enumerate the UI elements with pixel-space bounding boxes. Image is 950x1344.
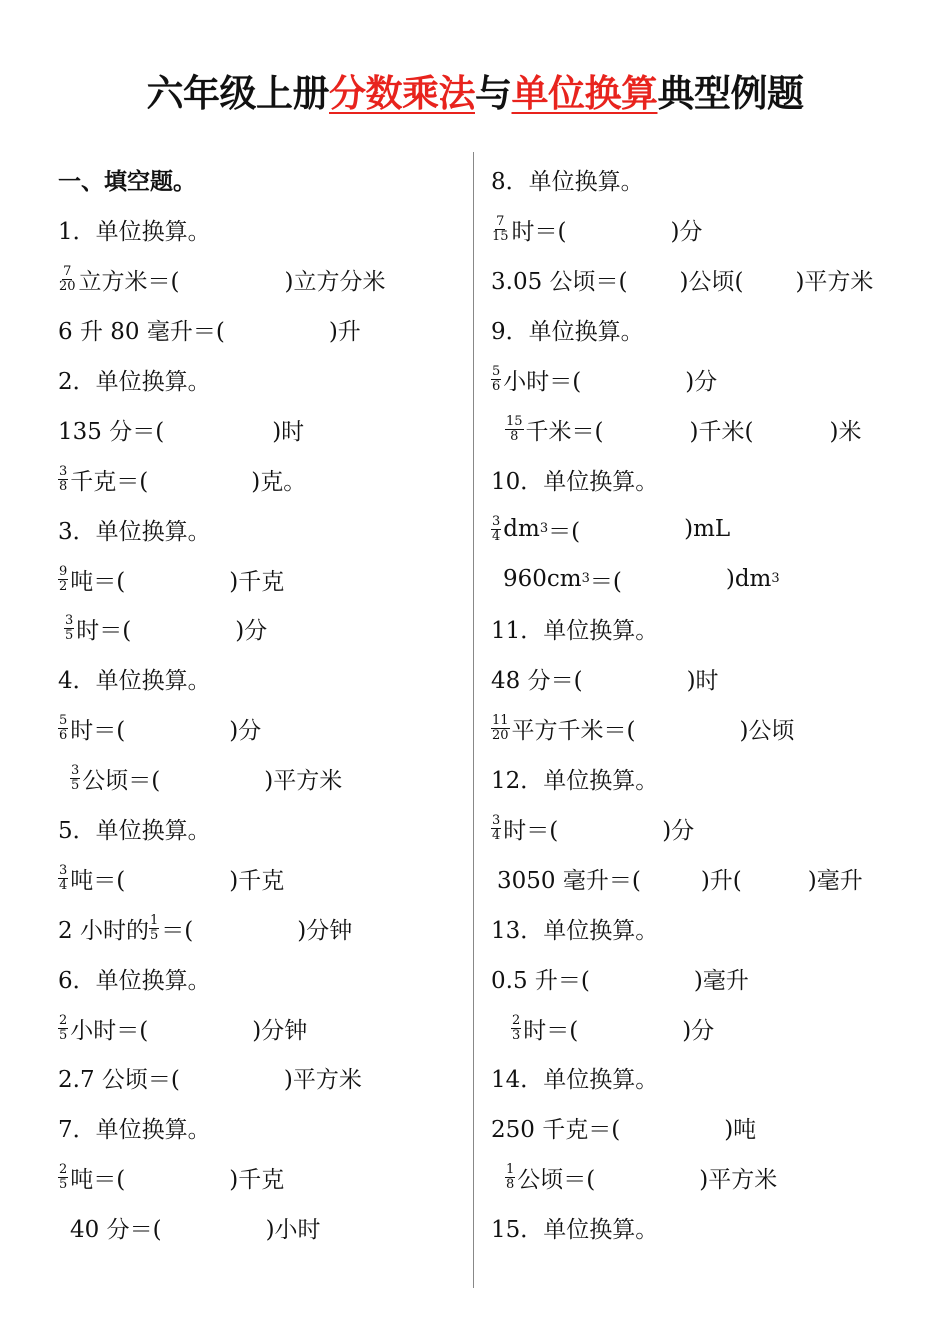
question-heading: 15．单位换算。 — [491, 1217, 659, 1244]
fraction: $\frac{3}{5}$ — [71, 763, 80, 794]
question-heading: 13．单位换算。 — [491, 917, 659, 944]
exercise-line: $\frac{7}{20}$ 立方米＝( )立方分米 — [59, 264, 386, 296]
fraction: $\frac{5}{6}$ — [59, 713, 68, 744]
question-heading: 9．单位换算。 — [491, 319, 644, 346]
title-highlight-fraction-multiplication: 分数乘法 — [329, 72, 475, 115]
exercise-line: $\frac{1}{8}$ 公顷＝( )平方米 — [506, 1162, 778, 1194]
exercise-line: 6 升 80 毫升＝( )升 — [58, 319, 361, 346]
exercise-line: $\frac{2}{5}$ 吨＝( )千克 — [59, 1162, 285, 1194]
question-heading: 8．单位换算。 — [491, 169, 644, 196]
exercise-line: $\frac{3}{4}$ 吨＝( )千克 — [59, 862, 285, 894]
fraction: $\frac{2}{3}$ — [512, 1012, 521, 1043]
question-heading: 10．单位换算。 — [491, 468, 659, 495]
exercise-line: $\frac{3}{5}$ 时＝( )分 — [65, 613, 268, 645]
exercise-line: $\frac{3}{5}$ 公顷＝( )平方米 — [71, 763, 343, 795]
title-part1: 六年级上册 — [146, 72, 329, 115]
exercise-line: 3.05 公顷＝( )公顷( )平方米 — [491, 269, 874, 296]
fraction: $\frac{3}{4}$ — [492, 813, 501, 844]
question-heading: 12．单位换算。 — [491, 768, 659, 795]
question-heading: 6．单位换算。 — [58, 967, 211, 994]
fraction: $\frac{3}{4}$ — [59, 862, 68, 893]
question-heading: 5．单位换算。 — [58, 818, 211, 845]
fraction: $\frac{2}{5}$ — [59, 1162, 68, 1193]
fraction: $\frac{3}{4}$ — [492, 513, 501, 544]
fraction: $\frac{11}{20}$ — [492, 713, 509, 744]
exercise-line: $\frac{2}{3}$ 时＝( )分 — [512, 1012, 715, 1044]
exercise-line: 40 分＝( )小时 — [70, 1217, 321, 1244]
question-heading: 11．单位换算。 — [491, 618, 659, 645]
fraction: $\frac{1}{8}$ — [506, 1162, 515, 1193]
title-part3: 典型例题 — [657, 72, 804, 115]
exercise-line: $\frac{15}{8}$ 千米＝( )千米( )米 — [506, 413, 862, 445]
fraction: $\frac{1}{5}$ — [149, 912, 159, 943]
page-title — [0, 62, 950, 126]
exercise-line: 3050 毫升＝( )升( )毫升 — [497, 867, 863, 894]
fraction: $\frac{7}{15}$ — [492, 214, 509, 245]
fraction: $\frac{2}{5}$ — [59, 1012, 68, 1043]
exercise-line: $\frac{3}{8}$ 千克＝( )克。 — [59, 463, 307, 495]
exercise-line: $\frac{9}{2}$ 吨＝( )千克 — [59, 563, 285, 595]
title-part2: 与 — [475, 72, 512, 115]
question-heading: 1．单位换算。 — [58, 219, 211, 246]
question-heading: 4．单位换算。 — [58, 668, 211, 695]
fraction: $\frac{9}{2}$ — [59, 563, 68, 594]
exercise-line: $\frac{11}{20}$ 平方千米＝( )公顷 — [492, 713, 795, 745]
fraction: $\frac{3}{5}$ — [65, 613, 74, 644]
question-heading: 7．单位换算。 — [58, 1117, 211, 1144]
exercise-line: 960cm 3 ＝( )dm 3 — [503, 566, 780, 595]
exercise-line: 135 分＝( )时 — [58, 418, 305, 445]
exercise-line: $\frac{2}{5}$ 小时＝( )分钟 — [59, 1012, 308, 1044]
exercise-line: 2 小时的 $\frac{1}{5}$ ＝( )分钟 — [58, 912, 353, 944]
fraction: $\frac{3}{8}$ — [59, 463, 68, 494]
question-heading: 3．单位换算。 — [58, 518, 211, 545]
exercise-line: 0.5 升＝( )毫升 — [491, 967, 749, 994]
right-column — [491, 155, 941, 1253]
exercise-line: $\frac{5}{6}$ 小时＝( )分 — [492, 364, 718, 395]
fraction: $\frac{15}{8}$ — [506, 413, 523, 444]
left-column — [58, 155, 463, 1253]
column-divider — [473, 152, 474, 1288]
question-heading: 2．单位换算。 — [58, 369, 211, 395]
exercise-line: $\frac{3}{4}$ 时＝( )分 — [492, 813, 695, 845]
question-heading: 14．单位换算。 — [491, 1067, 659, 1094]
fraction: $\frac{7}{20}$ — [59, 264, 76, 295]
exercise-line: 250 千克＝( )吨 — [491, 1117, 757, 1144]
exercise-line: 2.7 公顷＝( )平方米 — [58, 1067, 362, 1094]
exercise-line: $\frac{3}{4}$ dm 3 ＝( )mL — [492, 513, 731, 545]
fraction: $\frac{5}{6}$ — [492, 364, 501, 394]
section-heading: 一、填空题。 — [58, 169, 196, 196]
exercise-line: $\frac{5}{6}$ 时＝( )分 — [59, 713, 262, 745]
exercise-line: 48 分＝( )时 — [491, 668, 719, 695]
exercise-line: $\frac{7}{15}$ 时＝( )分 — [492, 214, 703, 246]
title-highlight-unit-conversion: 单位换算 — [511, 72, 658, 115]
